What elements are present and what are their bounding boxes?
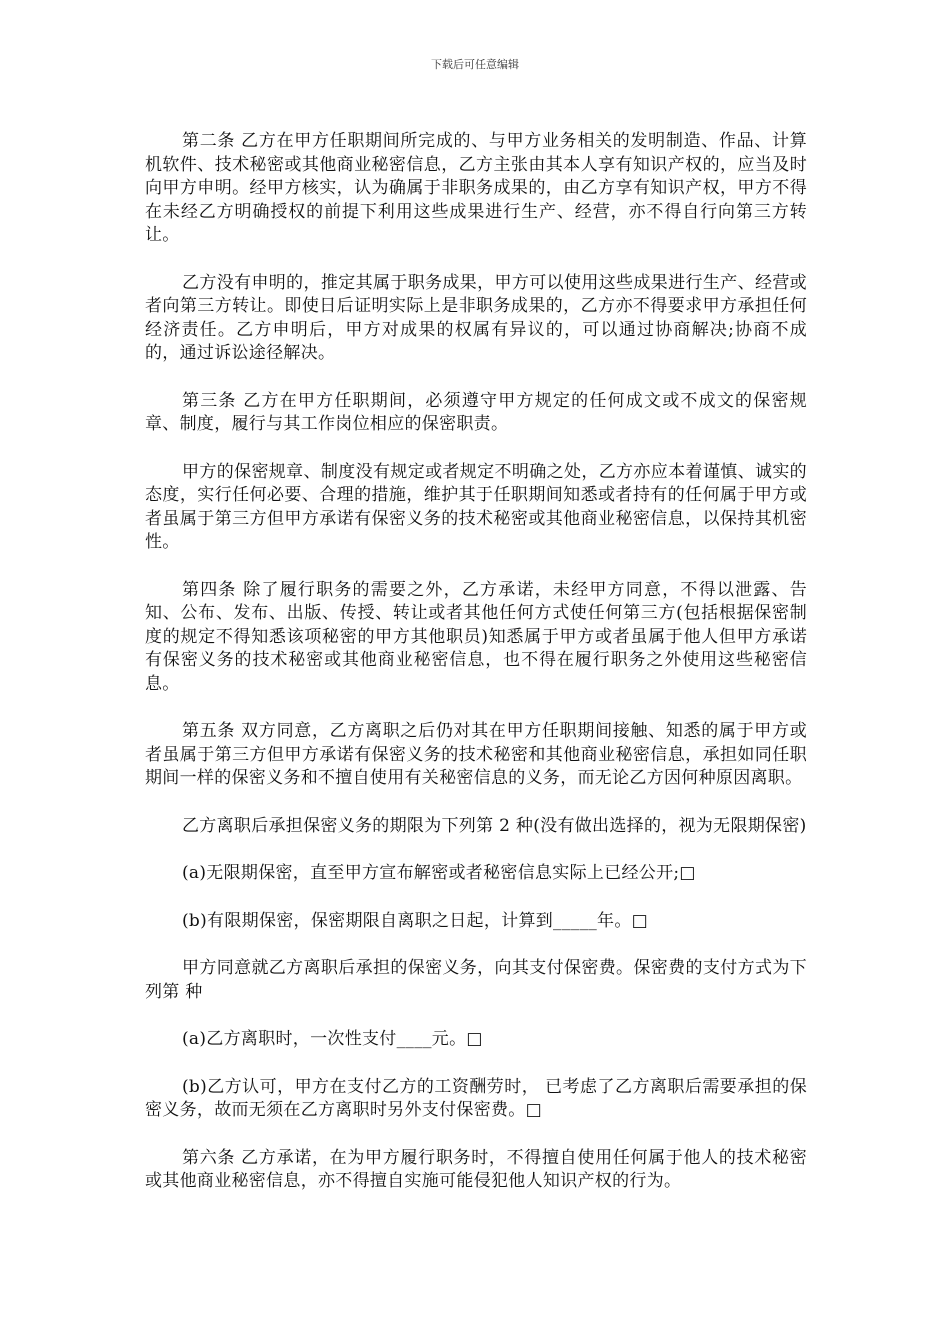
confidentiality-term-paragraph: 乙方离职后承担保密义务的期限为下列第 2 种(没有做出选择的，视为无限期保密) [182, 815, 807, 836]
confidentiality-fee-paragraph: 甲方同意就乙方离职后承担的保密义务，向其支付保密费。保密费的支付方式为下列第 种 [145, 958, 807, 1002]
term-option-a: (a)无限期保密，直至甲方宣布解密或者秘密信息实际上已经公开;□ [182, 863, 696, 883]
article-3-paragraph: 第三条 乙方在甲方任职期间，必须遵守甲方规定的任何成文或不成文的保密规章、制度，履行与其工作岗位相应的保密职责。 [145, 390, 807, 434]
term-option-b: (b)有限期保密，保密期限自离职之日起，计算到_____年。□ [182, 910, 649, 931]
document-body [145, 130, 807, 1218]
article-2-paragraph: 第二条 乙方在甲方任职期间所完成的、与甲方业务相关的发明制造、作品、计算机软件、技术秘密或其他商业秘密信息，乙方主张由其本人享有知识产权的，应当及时向甲方申明。经甲方核实，认为确属于非职务成果的，由乙方享有知识产权，甲方不得在未经乙方明确授权的前提下利用这些成果进行生产、经营，亦不得自行向第三方转让。 [145, 131, 807, 245]
article-2-undeclared-paragraph: 乙方没有申明的，推定其属于职务成果，甲方可以使用这些成果进行生产、经营或者向第三方转让。即使日后证明实际上是非职务成果的，乙方亦不得要求甲方承担任何经济责任。乙方申明后，甲方对成果的权属有异议的，可以通过协商解决;协商不成的，通过诉讼途径解决。 [145, 272, 807, 363]
fee-option-b: (b)乙方认可，甲方在支付乙方的工资酬劳时， 已考虑了乙方离职后需要承担的保密义务，故而无须在乙方离职时另外支付保密费。□ [145, 1076, 807, 1120]
article-6-paragraph: 第六条 乙方承诺，在为甲方履行职务时，不得擅自使用任何属于他人的技术秘密或其他商业秘密信息，亦不得擅自实施可能侵犯他人知识产权的行为。 [145, 1147, 807, 1191]
article-3-supplement-paragraph: 甲方的保密规章、制度没有规定或者规定不明确之处，乙方亦应本着谨慎、诚实的态度，实行任何必要、合理的措施，维护其于任职期间知悉或者持有的任何属于甲方或者虽属于第三方但甲方承诺有保密义务的技术秘密或其他商业秘密信息，以保持其机密性。 [145, 461, 807, 552]
article-4-paragraph: 第四条 除了履行职务的需要之外，乙方承诺，未经甲方同意，不得以泄露、告知、公布、发布、出版、传授、转让或者其他任何方式使任何第三方(包括根据保密制度的规定不得知悉该项秘密的甲方其他职员)知悉属于甲方或者虽属于他人但甲方承诺有保密义务的技术秘密或其他商业秘密信息，也不得在履行职务之外使用这些秘密信息。 [145, 579, 807, 694]
article-5-paragraph: 第五条 双方同意，乙方离职之后仍对其在甲方任职期间接触、知悉的属于甲方或者虽属于第三方但甲方承诺有保密义务的技术秘密和其他商业秘密信息，承担如同任职期间一样的保密义务和不擅自使用有关秘密信息的义务，而无论乙方因何种原因离职。 [145, 721, 807, 788]
page-header: 下载后可任意编辑 [431, 58, 519, 71]
fee-option-a: (a)乙方离职时，一次性支付____元。□ [182, 1029, 483, 1049]
